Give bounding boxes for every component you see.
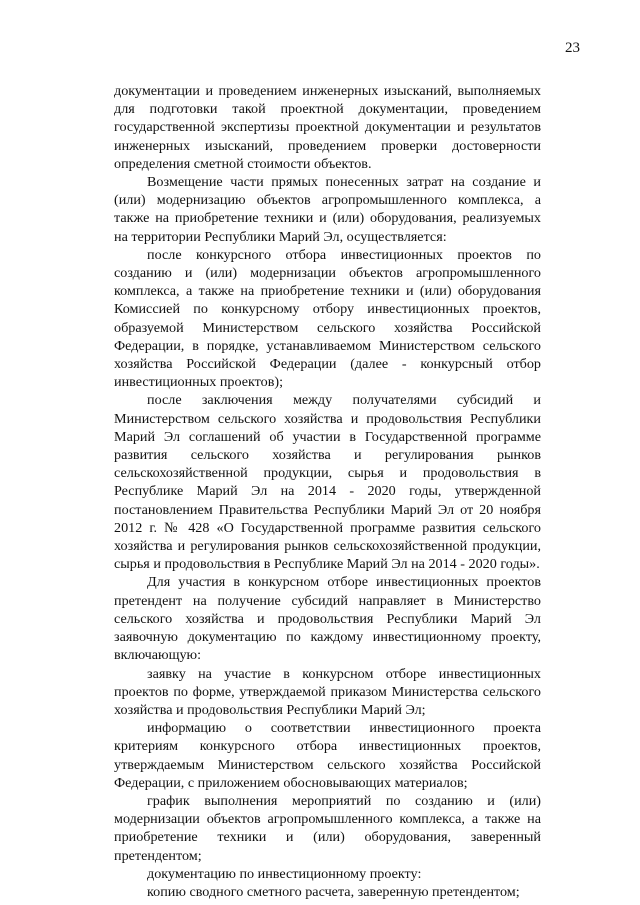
paragraph-after-agreements: после заключения между получателями субсидий и Министерством сельского хозяйства и продовольствия Республики Марий Эл соглашений об участии в Государственной программе развития сельского хозяйства и регулирования рынков сельскохозяйственной продукции, сырья и продовольствия в Республике Марий Эл на 2014 - 2020 годы, утвержденной постановлением Правительства Республики Марий Эл от 20 ноября 2012 г. № 428 «О Государственной программе развития сельского хозяйства и регулирования рынков сельскохозяйственной продукции, сырья и продовольствия в Республике Марий Эл на 2014 - 2020 годы». — [114, 392, 541, 573]
paragraph-estimate-copy: копию сводного сметного расчета, заверенную претендентом; — [147, 883, 520, 900]
paragraph-participation: Для участия в конкурсном отборе инвестиционных проектов претендент на получение субсидий направляет в Министерство сельского хозяйства и продовольствия Республики Марий Эл заявочную документацию по каждому инвестиционному проекту, включающую: — [114, 574, 541, 664]
paragraph-schedule: график выполнения мероприятий по созданию и (или) модернизации объектов агропромышленного комплекса, а также на приобретение техники и (или) оборудования, заверенный претендентом; — [114, 792, 541, 864]
paragraph-continuation: документации и проведением инженерных изысканий, выполняемых для подготовки такой проектной документации, проведением государственной экспертизы проектной документации и результатов инженерных изысканий, проведением проверки достоверности определения сметной стоимости объектов. — [114, 83, 541, 172]
paragraph-compensation-intro: Возмещение части прямых понесенных затрат на создание и (или) модернизацию объектов агропромышленного комплекса, а также на приобретение техники и (или) оборудования, реализуемых на территории Республики Марий Эл, осуществляется: — [114, 174, 541, 245]
document-body — [114, 82, 541, 901]
paragraph-project-documentation: документацию по инвестиционному проекту: — [147, 865, 422, 882]
paragraph-application-form: заявку на участие в конкурсном отборе инвестиционных проектов по форме, утверждаемой приказом Министерства сельского хозяйства и продовольствия Республики Марий Эл; — [114, 665, 541, 718]
paragraph-criteria-information: информацию о соответствии инвестиционного проекта критериям конкурсного отбора инвестиционных проектов, утверждаемым Министерством сельского хозяйства Российской Федерации, с приложением обосновывающих материалов; — [114, 720, 541, 791]
paragraph-after-competitive-selection: после конкурсного отбора инвестиционных проектов по созданию и (или) модернизации объектов агропромышленного комплекса, а также на приобретение техники и (или) оборудования Комиссией по конкурсному отбору инвестиционных проектов, образуемой Министерством сельского хозяйства Российской Федерации, в порядке, устанавливаемом Министерством сельского хозяйства Российской Федерации (далее - конкурсный отбор инвестиционных проектов); — [114, 246, 541, 391]
page-number: 23 — [565, 40, 580, 56]
